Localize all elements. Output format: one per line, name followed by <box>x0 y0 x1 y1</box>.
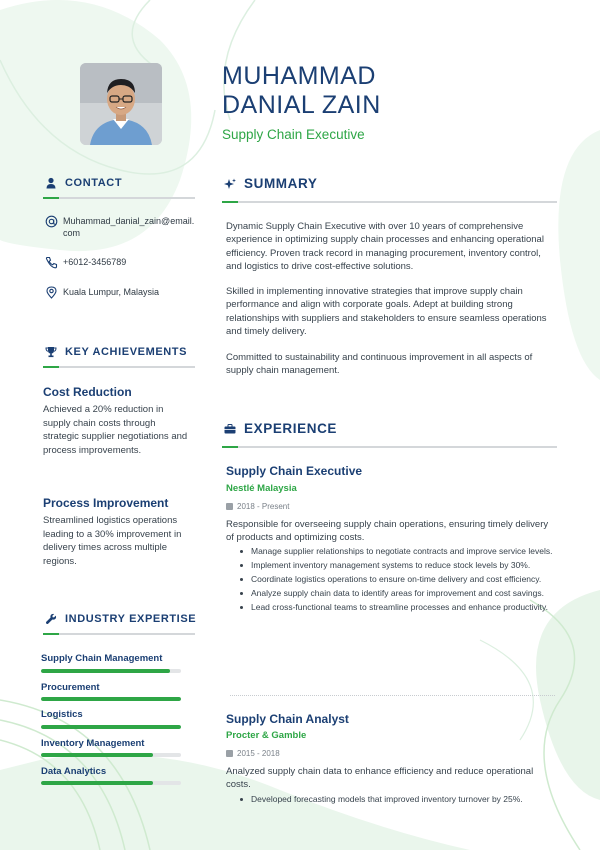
contact-divider <box>43 197 195 199</box>
company-name: Procter & Gamble <box>226 730 307 741</box>
job-dates <box>226 502 289 511</box>
calendar-icon <box>226 503 233 510</box>
achievement-title: Cost Reduction <box>43 385 132 399</box>
phone-icon <box>45 256 58 269</box>
skill-name: Logistics <box>41 709 83 720</box>
skill-bar-fill <box>41 669 170 673</box>
achievement-description: Achieved a 20% reduction in supply chain costs through strategic supplier negotiations and process improvements. <box>43 404 188 456</box>
skill-bar-fill <box>41 781 153 785</box>
achievements-heading <box>45 346 187 358</box>
achievement-description: Streamlined logistics operations leading to a 30% improvement in delivery times across multiple regions. <box>43 515 182 567</box>
list-item: Lead cross-functional teams to streamline processes and enhance productivity. <box>240 602 558 613</box>
expertise-divider <box>43 633 195 635</box>
person-icon <box>45 177 57 189</box>
skill-bar-fill <box>41 697 181 701</box>
skill-bar <box>41 697 181 701</box>
list-item: Analyze supply chain data to identify areas for improvement and cost savings. <box>240 588 558 599</box>
phone-text: +6012-3456789 <box>63 257 127 267</box>
name-line-2: DANIAL ZAIN <box>222 91 381 119</box>
skill-name: Supply Chain Management <box>41 653 163 664</box>
skill-bar-fill <box>41 753 153 757</box>
company-name: Nestlé Malaysia <box>226 483 297 494</box>
contact-location <box>45 286 198 299</box>
job-description: Analyzed supply chain data to enhance efficiency and reduce operational costs. <box>226 766 534 790</box>
job-title: Supply Chain Executive <box>226 464 363 478</box>
summary-paragraph: Committed to sustainability and continuous improvement in all aspects of supply chain management. <box>226 352 533 377</box>
candidate-name <box>222 62 381 120</box>
summary-divider <box>222 201 557 203</box>
email-text: Muhammad_danial_zain@email.com <box>63 216 195 238</box>
name-line-1: MUHAMMAD <box>222 62 376 90</box>
location-pin-icon <box>45 286 58 299</box>
skill-name: Inventory Management <box>41 738 145 749</box>
job-bullets <box>240 546 558 616</box>
job-dates-text: 2018 - Present <box>237 502 290 511</box>
summary-paragraph: Skilled in implementing innovative strategies that improve supply chain performance and align with corporate goals. Adept at building strong relationships with suppliers and stakeholders to ensure seamless operations and timely delivery. <box>226 286 547 337</box>
experience-heading <box>224 421 337 436</box>
achievement-title: Process Improvement <box>43 496 169 510</box>
job-bullets <box>240 794 558 808</box>
location-text: Kuala Lumpur, Malaysia <box>63 287 160 297</box>
at-sign-icon <box>45 215 58 228</box>
skill-bar <box>41 753 181 757</box>
trophy-icon <box>45 346 57 358</box>
job-title: Supply Chain Analyst <box>226 712 349 726</box>
list-item: Manage supplier relationships to negotiate contracts and improve service levels. <box>240 546 558 557</box>
job-separator <box>230 695 555 696</box>
summary-paragraph: Dynamic Supply Chain Executive with over 10 years of comprehensive experience in optimizing supply chain processes and enhancing operational efficiency. Proven track record in managing procurement, inventory control, and logistics to drive cost-effective solutions. <box>226 221 544 272</box>
achievements-heading-text: KEY ACHIEVEMENTS <box>65 346 188 358</box>
skill-name: Procurement <box>41 682 100 693</box>
calendar-icon <box>226 750 233 757</box>
job-description: Responsible for overseeing supply chain operations, ensuring timely delivery of products and optimizing costs. <box>226 519 549 543</box>
sparkle-icon <box>224 178 236 190</box>
job-dates <box>226 749 280 758</box>
contact-email[interactable] <box>45 215 198 239</box>
list-item: Developed forecasting models that improved inventory turnover by 25%. <box>240 794 558 805</box>
achievements-divider <box>43 366 195 368</box>
wrench-icon <box>45 613 57 625</box>
briefcase-icon <box>224 423 236 435</box>
summary-heading-text: SUMMARY <box>244 176 318 191</box>
contact-heading-text: CONTACT <box>65 177 123 189</box>
expertise-heading <box>45 613 196 625</box>
profile-photo <box>80 63 162 145</box>
summary-heading <box>224 176 317 191</box>
job-title: Supply Chain Executive <box>222 127 365 142</box>
skill-bar <box>41 669 181 673</box>
experience-divider <box>222 446 557 448</box>
expertise-heading-text: INDUSTRY EXPERTISE <box>65 613 197 625</box>
list-item: Implement inventory management systems to reduce stock levels by 30%. <box>240 560 558 571</box>
list-item: Coordinate logistics operations to ensure on-time delivery and cost efficiency. <box>240 574 558 585</box>
job-dates-text: 2015 - 2018 <box>237 749 280 758</box>
experience-heading-text: EXPERIENCE <box>244 421 338 436</box>
contact-heading <box>45 177 122 189</box>
skill-bar <box>41 725 181 729</box>
skill-bar <box>41 781 181 785</box>
skill-bar-fill <box>41 725 181 729</box>
contact-phone[interactable] <box>45 256 198 269</box>
skill-name: Data Analytics <box>41 766 107 777</box>
